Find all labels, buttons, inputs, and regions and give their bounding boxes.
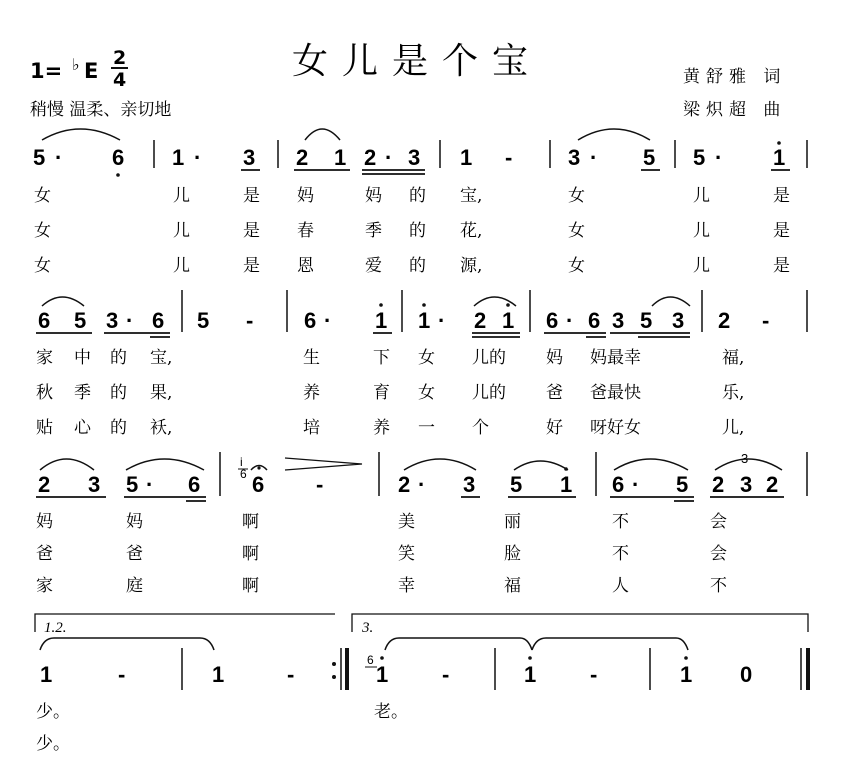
lyric: 爸	[126, 544, 143, 564]
lyric: 会	[710, 512, 727, 532]
note: 5	[126, 472, 139, 497]
lyric: 的	[110, 383, 127, 403]
high-dot	[380, 656, 384, 660]
lyric: 女	[418, 348, 435, 368]
lyric: 儿	[173, 256, 190, 276]
fermata-dot	[257, 466, 260, 469]
dash: -	[118, 662, 126, 687]
key-prefix: 1=	[30, 59, 63, 83]
note: 3	[408, 145, 421, 170]
lyric: 女	[568, 256, 585, 276]
low-dot	[116, 173, 120, 177]
triplet-mark: 3	[741, 451, 749, 466]
time-top: 2	[113, 47, 127, 69]
lyric: 福	[504, 576, 521, 596]
grace-base: 6	[367, 653, 374, 667]
volta-bracket-1	[35, 614, 335, 632]
lyric: 妈	[126, 512, 143, 532]
repeat-dot	[332, 675, 336, 679]
note: 2	[712, 472, 725, 497]
lyric: 育	[373, 383, 390, 403]
decrescendo-hairpin	[285, 458, 362, 470]
lyric: 少。	[36, 702, 70, 722]
grace-base: 6	[240, 467, 247, 481]
note: 3	[740, 472, 753, 497]
volta-bracket-2	[352, 614, 808, 632]
repeat-dot	[332, 662, 336, 666]
tie	[385, 638, 532, 650]
note: 6	[252, 472, 265, 497]
note: 3	[672, 308, 685, 333]
score-row-4	[35, 614, 808, 754]
lyric: 儿的	[472, 383, 506, 403]
note: 5	[74, 308, 87, 333]
lyric: 宝,	[460, 186, 483, 206]
note: 1	[40, 662, 53, 687]
dash: -	[316, 472, 324, 497]
slur	[126, 459, 204, 470]
lyric: 妈	[36, 512, 53, 532]
slur	[40, 459, 94, 470]
lyric: 爸	[546, 383, 563, 403]
note: 5	[33, 145, 46, 170]
lyric-line	[36, 348, 744, 368]
note: 1	[524, 662, 537, 687]
lyric: 会	[710, 544, 727, 564]
lyric: 中	[74, 348, 91, 368]
volta-label-2: 3.	[362, 620, 374, 636]
dot: ·	[126, 308, 134, 333]
dash: -	[442, 662, 450, 687]
note: 5	[676, 472, 689, 497]
high-dot	[506, 303, 510, 307]
high-dot	[564, 467, 568, 471]
lyric: 儿,	[722, 418, 745, 438]
note: 6	[304, 308, 317, 333]
lyric-line	[34, 256, 790, 276]
grace-note: i	[240, 455, 243, 469]
dot: ·	[418, 472, 426, 497]
dash: -	[590, 662, 598, 687]
lyric: 季	[365, 221, 382, 241]
lyric: 不	[710, 576, 727, 596]
dot: ·	[438, 308, 446, 333]
lyric: 春	[297, 221, 314, 241]
lyric: 的	[110, 348, 127, 368]
lyric-line	[34, 186, 790, 206]
note: 2	[766, 472, 779, 497]
dot: ·	[385, 145, 393, 170]
lyric: 源,	[460, 256, 483, 276]
lyric: 爸最快	[590, 383, 641, 403]
note: 3	[243, 145, 256, 170]
note: 2	[296, 145, 309, 170]
lyric: 老。	[374, 702, 408, 722]
lyric-line	[36, 418, 744, 438]
slur	[514, 461, 568, 470]
note: 1	[773, 145, 786, 170]
note: 5	[640, 308, 653, 333]
lyric: 女	[418, 383, 435, 403]
dot: ·	[715, 145, 723, 170]
lyric: 的	[409, 256, 426, 276]
lyric: 不	[612, 544, 629, 564]
note: 6	[112, 145, 125, 170]
note: 3	[106, 308, 119, 333]
lyric: 宝,	[150, 348, 173, 368]
note: 2	[38, 472, 51, 497]
note: 2	[474, 308, 487, 333]
lyric: 女	[34, 186, 51, 206]
lyric: 爸	[36, 544, 53, 564]
note: 1	[560, 472, 573, 497]
lyric: 好	[546, 418, 563, 438]
lyric: 笑	[398, 544, 415, 564]
lyric: 的	[409, 221, 426, 241]
song-title: 女儿是个宝	[292, 41, 543, 82]
lyric: 妈	[365, 186, 382, 206]
repeat-end-barline	[332, 648, 347, 690]
lyric: 季	[74, 383, 91, 403]
lyric: 是	[243, 256, 260, 276]
note: 2	[364, 145, 377, 170]
lyric: 花,	[460, 221, 483, 241]
slur	[652, 297, 690, 306]
lyric: 女	[34, 221, 51, 241]
lyric: 贴	[36, 418, 53, 438]
dash: -	[287, 662, 295, 687]
lyric: 庭	[126, 576, 143, 596]
slur	[404, 459, 476, 470]
dot: ·	[194, 145, 202, 170]
lyric: 是	[773, 256, 790, 276]
lyric: 儿	[173, 221, 190, 241]
lyric: 啊	[242, 512, 259, 532]
lyric: 丽	[504, 512, 521, 532]
high-dot	[379, 303, 383, 307]
tie	[40, 638, 214, 650]
slur	[578, 129, 650, 140]
lyric: 爱	[365, 256, 382, 276]
slur	[614, 459, 688, 470]
flat-sign: ♭	[72, 55, 80, 74]
note: 1	[460, 145, 473, 170]
lyric: 妈	[546, 348, 563, 368]
lyric: 家	[36, 348, 53, 368]
rest: 0	[740, 662, 753, 687]
note: 5	[510, 472, 523, 497]
lyric: 一	[418, 418, 435, 438]
dash: -	[505, 145, 513, 170]
dot: ·	[566, 308, 574, 333]
note: 1	[418, 308, 431, 333]
high-dot	[777, 141, 781, 145]
lyric: 呀好女	[590, 418, 641, 438]
lyric: 啊	[242, 576, 259, 596]
lyric: 个	[472, 418, 489, 438]
slur	[305, 129, 340, 140]
lyric: 人	[612, 576, 629, 596]
note: 1	[376, 662, 389, 687]
lyric-line	[34, 221, 790, 241]
note: 3	[568, 145, 581, 170]
lyric: 幸	[398, 576, 415, 596]
final-barline	[801, 648, 808, 690]
lyric-line	[36, 702, 408, 722]
lyric: 的	[409, 186, 426, 206]
lyric-line	[36, 544, 727, 564]
lyric: 养	[373, 418, 390, 438]
lyric: 福,	[722, 348, 745, 368]
key-letter: E	[84, 59, 99, 83]
dot: ·	[632, 472, 640, 497]
lyric: 美	[398, 512, 415, 532]
high-dot	[528, 656, 532, 660]
lyric: 妈	[297, 186, 314, 206]
note: 2	[718, 308, 731, 333]
score-row-1	[33, 129, 807, 276]
lyric: 女	[568, 186, 585, 206]
note: 1	[680, 662, 693, 687]
lyric: 儿	[173, 186, 190, 206]
tempo-marking: 稍慢 温柔、亲切地	[30, 100, 172, 120]
slur	[42, 129, 120, 140]
note: 6	[546, 308, 559, 333]
lyric: 是	[243, 221, 260, 241]
note: 2	[398, 472, 411, 497]
lyric-line	[36, 512, 727, 532]
lyric: 是	[773, 221, 790, 241]
dot: ·	[55, 145, 63, 170]
note: 1	[212, 662, 225, 687]
lyric-line	[36, 576, 727, 596]
dash: -	[762, 308, 770, 333]
note: 1	[502, 308, 515, 333]
lyric: 儿	[693, 221, 710, 241]
lyric-line	[36, 383, 744, 403]
lyric: 儿的	[472, 348, 506, 368]
lyric: 妈最幸	[590, 348, 641, 368]
note: 1	[334, 145, 347, 170]
score-row-3	[36, 451, 807, 596]
lyric: 的	[110, 418, 127, 438]
dot: ·	[146, 472, 154, 497]
lyric: 培	[303, 418, 320, 438]
lyricist-credit: 黄舒雅 词	[683, 67, 787, 87]
lyric: 果,	[150, 383, 173, 403]
note: 1	[172, 145, 185, 170]
lyric: 心	[74, 418, 91, 438]
high-dot	[422, 303, 426, 307]
lyric: 少。	[36, 734, 70, 754]
lyric: 乐,	[722, 383, 745, 403]
lyric: 不	[612, 512, 629, 532]
note: 5	[197, 308, 210, 333]
slur	[715, 459, 782, 470]
lyric: 啊	[242, 544, 259, 564]
slur	[42, 297, 84, 306]
note: 3	[463, 472, 476, 497]
lyric-line	[36, 734, 70, 754]
lyric: 家	[36, 576, 53, 596]
note: 6	[38, 308, 51, 333]
note: 3	[612, 308, 625, 333]
lyric: 是	[243, 186, 260, 206]
lyric: 下	[373, 348, 390, 368]
composer-credit: 梁炽超 曲	[683, 100, 787, 120]
key-signature	[30, 55, 98, 83]
dot: ·	[324, 308, 332, 333]
lyric: 生	[303, 348, 320, 368]
high-dot	[684, 656, 688, 660]
time-bottom: 4	[113, 69, 127, 91]
note: 6	[152, 308, 165, 333]
time-signature	[111, 47, 128, 91]
score-row-2	[36, 290, 807, 438]
lyric: 袄,	[150, 418, 173, 438]
lyric: 脸	[504, 544, 521, 564]
lyric: 是	[773, 186, 790, 206]
lyric: 儿	[693, 186, 710, 206]
note: 6	[188, 472, 201, 497]
lyric: 女	[34, 256, 51, 276]
lyric: 秋	[36, 383, 53, 403]
note: 5	[693, 145, 706, 170]
volta-label-1: 1.2.	[44, 620, 67, 636]
lyric: 儿	[693, 256, 710, 276]
note: 1	[375, 308, 388, 333]
lyric: 女	[568, 221, 585, 241]
note: 3	[88, 472, 101, 497]
note: 5	[643, 145, 656, 170]
note: 6	[612, 472, 625, 497]
lyric: 养	[303, 383, 320, 403]
dash: -	[246, 308, 254, 333]
dot: ·	[590, 145, 598, 170]
tie	[532, 638, 688, 650]
lyric: 恩	[297, 256, 314, 276]
note: 6	[588, 308, 601, 333]
